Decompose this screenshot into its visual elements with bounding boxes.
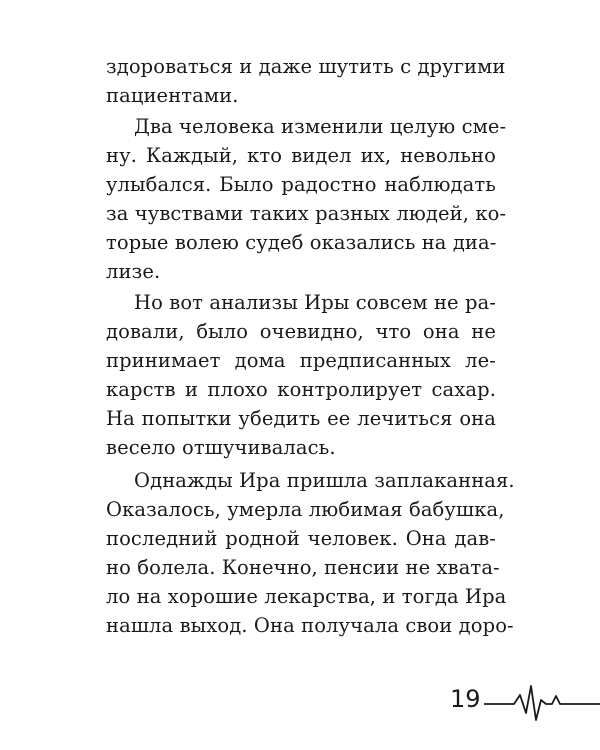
- text-line: пациентами.: [106, 84, 239, 107]
- paragraph-first-line: Два человека изменили целую сме-: [134, 115, 507, 138]
- text-line: принимает дома предписанных ле-: [106, 349, 496, 372]
- text-line: ло на хорошие лекарства, и тогда Ира: [106, 585, 507, 608]
- page-number: 19: [450, 685, 481, 713]
- text-line: довали, было очевидно, что она не: [106, 320, 496, 343]
- text-line: нашла выход. Она получала свои доро-: [106, 614, 514, 637]
- paragraph-first-line: Однажды Ира пришла заплаканная.: [134, 469, 515, 492]
- text-line: карств и плохо контролирует сахар.: [106, 378, 496, 401]
- text-line: улыбался. Было радостно наблюдать: [106, 173, 496, 196]
- text-line: последний родной человек. Она дав-: [106, 527, 496, 550]
- text-line: но болела. Конечно, пенсии не хвата-: [106, 556, 500, 579]
- text-line: торые волею судеб оказались на диа-: [106, 231, 497, 254]
- text-line: весело отшучивалась.: [106, 436, 336, 459]
- text-line: за чувствами таких разных людей, ко-: [106, 202, 507, 225]
- paragraph-first-line: Но вот анализы Иры совсем не ра-: [134, 291, 496, 314]
- text-line: Оказалось, умерла любимая бабушка,: [106, 498, 505, 521]
- text-line: ну. Каждый, кто видел их, невольно: [106, 144, 496, 167]
- heartbeat-line-icon: [484, 682, 600, 724]
- page-footer: [440, 678, 600, 728]
- text-line: здороваться и даже шутить с другими: [106, 55, 506, 78]
- text-line: лизе.: [106, 260, 161, 283]
- text-line: На попытки убедить ее лечиться она: [106, 407, 496, 430]
